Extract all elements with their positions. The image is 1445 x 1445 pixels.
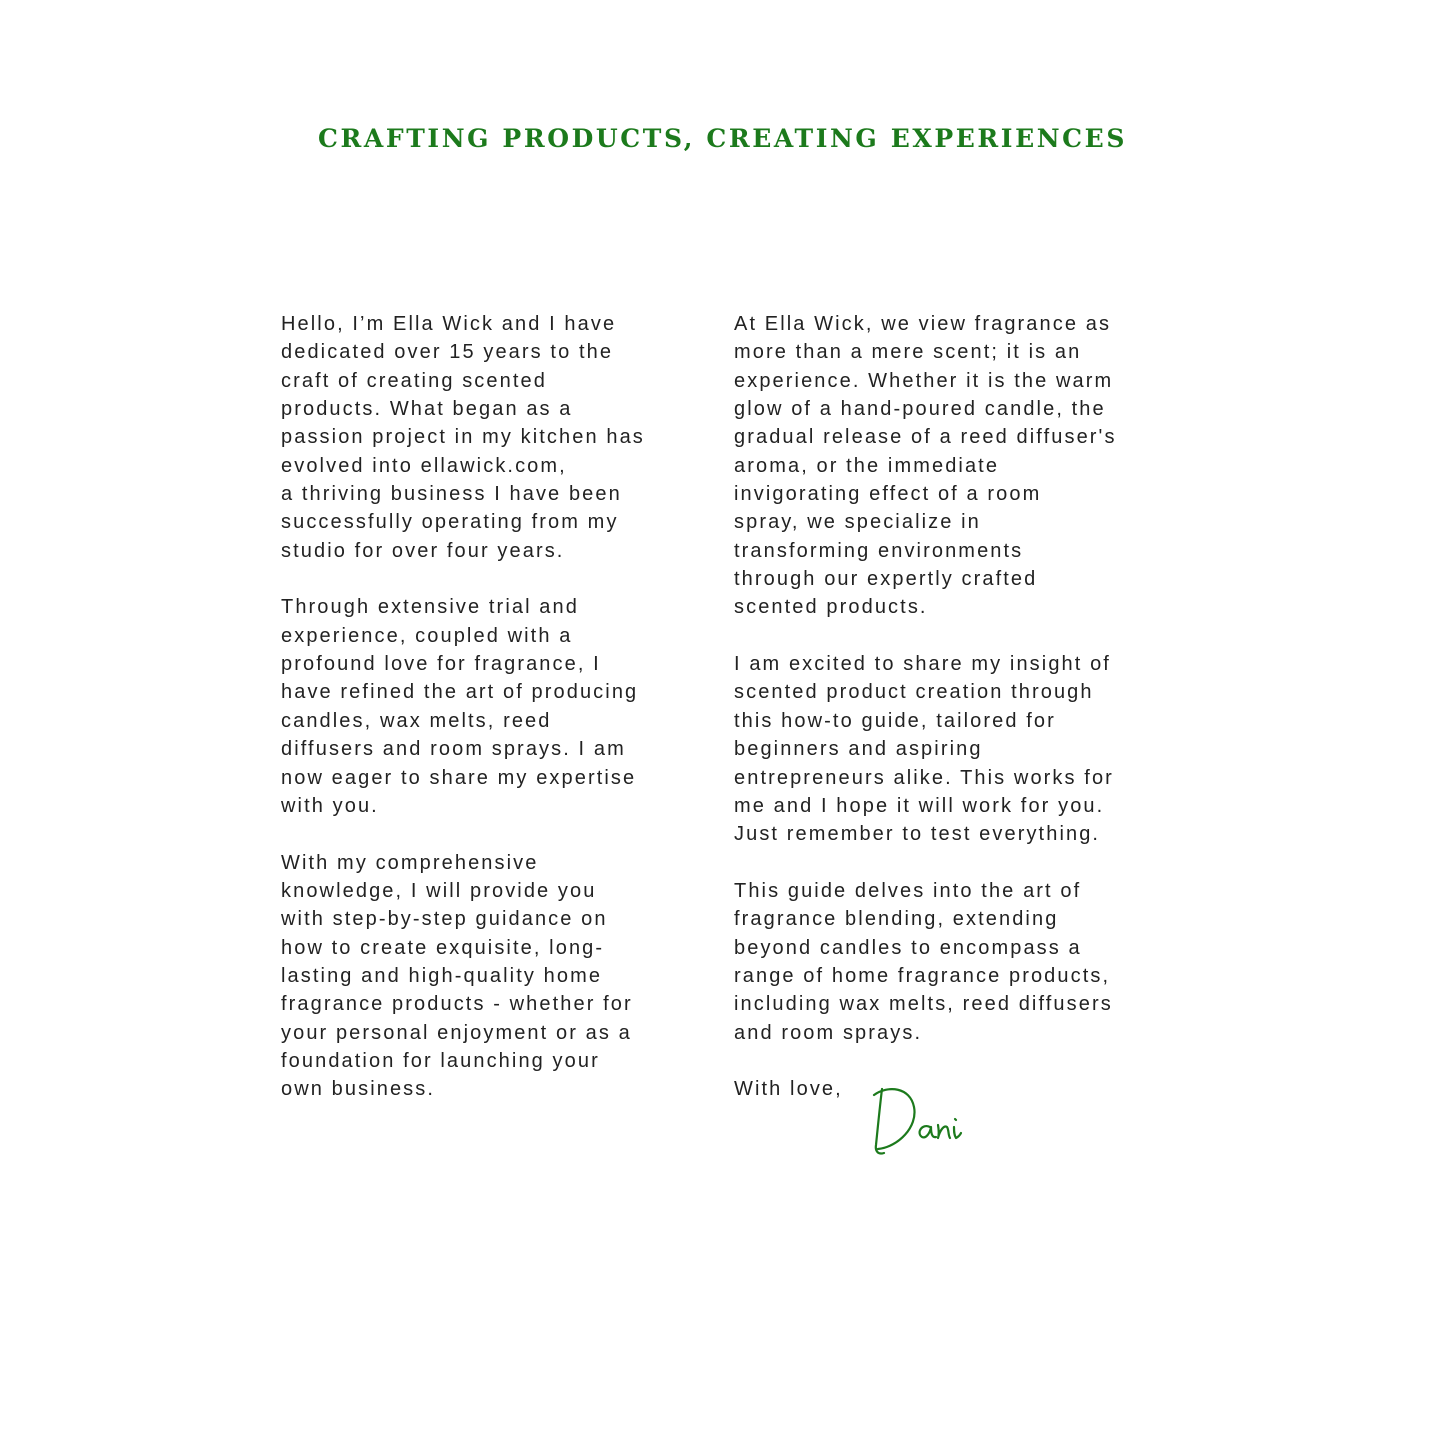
intro-paragraph: Hello, I’m Ella Wick and I have dedicated over 15 years to the craft of creating scented products. What began as a passion project in my kitchen has evolved into ellawick.com, a thriving business I have been successfully operating from my studio for over four years.	[281, 313, 645, 562]
signature-dani-handwritten	[868, 1075, 988, 1165]
guidance-paragraph: With my comprehensive knowledge, I will provide you with step-by-step guidance on how to create exquisite, long- lasting and high-quality home fragrance products - whether for your personal enjoyment or as a foundation for launching your own business.	[281, 851, 633, 1101]
experience-paragraph: Through extensive trial and experience, coupled with a profound love for fragrance, I have refined the art of producing candles, wax melts, reed diffusers and room sprays. I am now eager to share my expertise with you.	[281, 596, 639, 817]
closing-text: With love,	[734, 1078, 843, 1101]
philosophy-paragraph: At Ella Wick, we view fragrance as more than a mere scent; it is an experience. Whether it is the warm glow of a hand-poured candle, the gradual release of a reed diffuser's aroma, or the immediate invigorating effect of a room spray, we specialize in transforming environments through our expertly crafted scented products.	[734, 313, 1117, 619]
signature	[868, 1075, 988, 1165]
guide-purpose-paragraph: I am excited to share my insight of scented product creation through this how-to guide, tailored for beginners and aspiring entrepreneurs alike. This works for me and I hope it will work for you. Just remember to test everything.	[734, 653, 1114, 846]
left-column	[281, 310, 721, 1132]
right-column	[734, 310, 1174, 1104]
page-title: CRAFTING PRODUCTS, CREATING EXPERIENCES	[318, 124, 1127, 153]
guide-scope-paragraph: This guide delves into the art of fragrance blending, extending beyond candles to encompass a range of home fragrance products, including wax melts, reed diffusers and room sprays.	[734, 879, 1113, 1044]
